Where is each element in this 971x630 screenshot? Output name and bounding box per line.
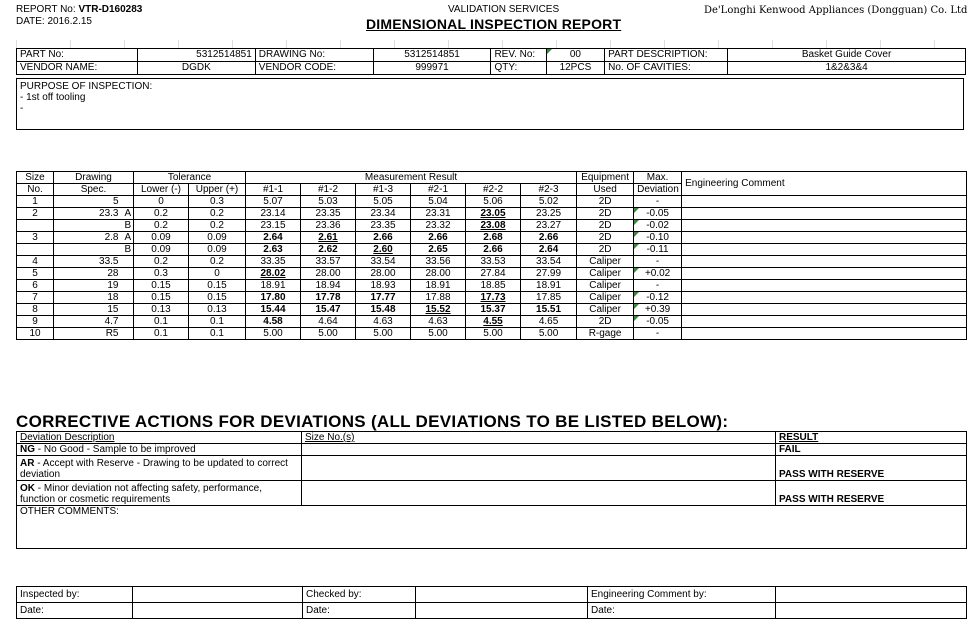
measurement-value: 18.91 [411,280,466,292]
measurement-value: 5.02 [521,196,577,208]
corrective-actions-heading: CORRECTIVE ACTIONS FOR DEVIATIONS (ALL DEVIATIONS TO BE LISTED BELOW): [16,412,729,431]
measurement-value: 33.57 [301,256,356,268]
engineering-comment [682,292,967,304]
measurement-value: 17.80 [246,292,301,304]
part-description-label: PART DESCRIPTION: [605,49,728,62]
report-number: REPORT No: VTR-D160283 [16,4,143,15]
engineering-comment-by-value[interactable] [776,587,967,603]
header-engineering-comment: Engineering Comment [682,172,967,196]
checked-date-value[interactable] [416,603,588,619]
equipment-used: 2D [577,220,634,232]
measurement-value: 2.66 [521,232,577,244]
cavities-label: No. OF CAVITIES: [605,62,728,75]
measurement-value: 23.35 [301,208,356,220]
part-no: 5312514851 [137,49,255,62]
measurement-value: 4.63 [356,316,411,328]
spec-cavity: A [122,208,134,220]
drawing-spec [54,244,122,256]
measurement-value: 5.00 [301,328,356,340]
inspected-date-label: Date: [17,603,133,619]
inspected-by-label: Inspected by: [17,587,133,603]
spec-cavity [122,304,134,316]
max-deviation: - [634,328,682,340]
size-no: 1 [17,196,54,208]
ar-result: PASS WITH RESERVE [776,456,967,481]
tolerance-lower: 0.3 [134,268,189,280]
measurement-value: 18.93 [356,280,411,292]
measurement-value: 23.08 [466,220,521,232]
checked-by-value[interactable] [416,587,588,603]
part-info-table [16,48,966,75]
purpose-label: PURPOSE OF INSPECTION: [20,81,153,92]
measurement-value: 15.51 [521,304,577,316]
engineering-comment [682,196,967,208]
measurement-value: 2.62 [301,244,356,256]
max-deviation: +0.39 [634,304,682,316]
qty-label: QTY: [491,62,546,75]
measurement-value: 23.05 [466,208,521,220]
ng-result: FAIL [776,444,967,456]
ar-description: AR - Accept with Reserve - Drawing to be updated to correct deviation [17,456,302,481]
rev-no: 00 [546,49,604,62]
header-size: Size [17,172,54,184]
header-deviation: Deviation [634,184,682,196]
measurement-value: 2.60 [356,244,411,256]
inspected-by-value[interactable] [133,587,303,603]
header-equipment: Equipment [577,172,634,184]
engineering-comment [682,232,967,244]
spec-cavity [122,292,134,304]
qty: 12PCS [546,62,604,75]
max-deviation: - [634,256,682,268]
service-name: VALIDATION SERVICES [448,4,560,15]
measurement-value: 23.34 [356,208,411,220]
measurement-value: 18.85 [466,280,521,292]
report-date: DATE: 2016.2.15 [16,16,92,27]
size-no: 9 [17,316,54,328]
engineering-comment [682,328,967,340]
table-row [17,328,967,340]
max-deviation: -0.10 [634,232,682,244]
engineering-comment [682,268,967,280]
measurement-value: 18.94 [301,280,356,292]
size-no: 10 [17,328,54,340]
tolerance-lower: 0.15 [134,280,189,292]
table-row [17,196,967,208]
max-deviation: -0.05 [634,208,682,220]
spec-cavity [122,268,134,280]
engineering-comment [682,220,967,232]
size-no: 3 [17,232,54,244]
measurement-value: 2.64 [521,244,577,256]
measurement-value: 2.66 [466,244,521,256]
equipment-used: R-gage [577,328,634,340]
header-col-1-1: #1-1 [246,184,301,196]
measurement-value: 2.66 [356,232,411,244]
measurement-value: 28.00 [356,268,411,280]
table-row [17,256,967,268]
header-col-1-2: #1-2 [301,184,356,196]
measurement-value: 33.35 [246,256,301,268]
drawing-spec: 23.3 [54,208,122,220]
max-deviation: - [634,196,682,208]
tolerance-upper: 0.13 [189,304,246,316]
tolerance-lower: 0.15 [134,292,189,304]
header-upper: Upper (+) [189,184,246,196]
max-deviation: -0.12 [634,292,682,304]
tolerance-lower: 0.13 [134,304,189,316]
vendor-name: DGDK [137,62,255,75]
spec-cavity [122,328,134,340]
equipment-used: Caliper [577,256,634,268]
inspected-date-value[interactable] [133,603,303,619]
header-drawing: Drawing [54,172,134,184]
measurement-value: 5.00 [411,328,466,340]
spec-cavity [122,196,134,208]
measurement-value: 28.00 [411,268,466,280]
measurement-value: 4.65 [521,316,577,328]
equipment-used: 2D [577,232,634,244]
size-no: 7 [17,292,54,304]
ok-size-numbers [302,481,776,506]
spec-cavity: A [122,232,134,244]
measurement-value: 15.37 [466,304,521,316]
equipment-used: 2D [577,208,634,220]
drawing-no-label: DRAWING No: [255,49,373,62]
other-comments: OTHER COMMENTS: [17,506,967,549]
tolerance-upper: 0 [189,268,246,280]
tolerance-upper: 0.09 [189,244,246,256]
measurement-value: 2.61 [301,232,356,244]
measurement-value: 15.44 [246,304,301,316]
drawing-no: 5312514851 [373,49,491,62]
drawing-spec: 15 [54,304,122,316]
tolerance-lower: 0.09 [134,244,189,256]
header-tolerance: Tolerance [134,172,246,184]
size-no: 4 [17,256,54,268]
drawing-spec: R5 [54,328,122,340]
measurement-value: 5.06 [466,196,521,208]
equipment-used: Caliper [577,268,634,280]
rev-no-label: REV. No: [491,49,546,62]
measurement-value: 5.05 [356,196,411,208]
header-size-no: No. [17,184,54,196]
max-deviation: +0.02 [634,268,682,280]
tolerance-upper: 0.2 [189,208,246,220]
measurement-value: 2.63 [246,244,301,256]
ok-result: PASS WITH RESERVE [776,481,967,506]
max-deviation: -0.02 [634,220,682,232]
size-no: 2 [17,208,54,220]
company-name: De'Longhi Kenwood Appliances (Dongguan) Co. Ltd [704,5,968,16]
engineering-comment [682,208,967,220]
header-used: Used [577,184,634,196]
part-description: Basket Guide Cover [728,49,966,62]
drawing-spec: 4.7 [54,316,122,328]
measurement-value: 23.35 [356,220,411,232]
report-title: DIMENSIONAL INSPECTION REPORT [366,16,622,32]
spec-cavity [122,280,134,292]
tolerance-upper: 0.1 [189,328,246,340]
measurement-value: 2.64 [246,232,301,244]
measurement-value: 15.47 [301,304,356,316]
drawing-spec: 5 [54,196,122,208]
header-col-1-3: #1-3 [356,184,411,196]
drawing-spec: 18 [54,292,122,304]
size-numbers-label: Size No.(s) [302,432,776,444]
engineering-comment [682,244,967,256]
measurement-value: 17.78 [301,292,356,304]
tolerance-lower: 0.2 [134,220,189,232]
checked-date-label: Date: [303,603,416,619]
measurement-value: 17.73 [466,292,521,304]
size-no [17,220,54,232]
measurement-value: 2.68 [466,232,521,244]
table-row [17,280,967,292]
measurement-value: 23.15 [246,220,301,232]
header-col-2-1: #2-1 [411,184,466,196]
measurement-value: 33.54 [356,256,411,268]
spec-cavity [122,256,134,268]
tolerance-lower: 0 [134,196,189,208]
measurement-value: 15.48 [356,304,411,316]
tolerance-upper: 0.2 [189,220,246,232]
tolerance-lower: 0.09 [134,232,189,244]
equipment-used: 2D [577,316,634,328]
table-row [17,268,967,280]
measurement-value: 27.84 [466,268,521,280]
signoff-table [16,586,967,619]
drawing-spec: 33.5 [54,256,122,268]
purpose-of-inspection [16,78,964,130]
measurement-value: 23.31 [411,208,466,220]
measurement-value: 33.56 [411,256,466,268]
engineering-comment [682,304,967,316]
engineering-comment [682,280,967,292]
table-row [17,220,967,232]
equipment-used: 2D [577,196,634,208]
engineering-comment [682,256,967,268]
sheet-gridlines [16,40,966,48]
tolerance-upper: 0.3 [189,196,246,208]
measurement-value: 5.03 [301,196,356,208]
table-row [17,316,967,328]
max-deviation: -0.11 [634,244,682,256]
deviation-description-label: Deviation Description [17,432,302,444]
measurement-value: 33.54 [521,256,577,268]
measurement-value: 23.36 [301,220,356,232]
table-row [17,232,967,244]
measurement-value: 17.85 [521,292,577,304]
measurement-value: 15.52 [411,304,466,316]
tolerance-lower: 0.2 [134,208,189,220]
measurement-value: 5.00 [246,328,301,340]
measurement-value: 4.63 [411,316,466,328]
engineering-comment [682,316,967,328]
measurement-value: 17.77 [356,292,411,304]
drawing-spec: 2.8 [54,232,122,244]
measurement-value: 27.99 [521,268,577,280]
tolerance-upper: 0.15 [189,292,246,304]
size-no: 8 [17,304,54,316]
vendor-code-label: VENDOR CODE: [255,62,373,75]
max-deviation: - [634,280,682,292]
measurement-value: 5.00 [356,328,411,340]
measurement-value: 5.00 [521,328,577,340]
measurement-value: 23.14 [246,208,301,220]
cavities: 1&2&3&4 [728,62,966,75]
table-row [17,304,967,316]
measurement-value: 28.00 [301,268,356,280]
header-lower: Lower (-) [134,184,189,196]
header-measurement: Measurement Result [246,172,577,184]
measurement-value: 18.91 [246,280,301,292]
table-row [17,208,967,220]
equipment-used: Caliper [577,280,634,292]
size-no [17,244,54,256]
tolerance-upper: 0.09 [189,232,246,244]
spec-cavity: B [122,220,134,232]
measurement-value: 33.53 [466,256,521,268]
tolerance-upper: 0.2 [189,256,246,268]
equipment-used: 2D [577,244,634,256]
max-deviation: -0.05 [634,316,682,328]
spec-cavity: B [122,244,134,256]
ng-size-numbers [302,444,776,456]
measurement-value: 4.55 [466,316,521,328]
measurement-value: 17.88 [411,292,466,304]
header-spec: Spec. [54,184,134,196]
tolerance-upper: 0.1 [189,316,246,328]
measurement-value: 2.66 [411,232,466,244]
deviation-table [16,431,967,549]
part-no-label: PART No: [17,49,138,62]
vendor-code: 999971 [373,62,491,75]
measurement-value: 4.58 [246,316,301,328]
purpose-line-1: - 1st off tooling [20,92,86,103]
measurement-table [16,171,967,340]
measurement-value: 4.64 [301,316,356,328]
measurement-value: 5.04 [411,196,466,208]
measurement-value: 23.32 [411,220,466,232]
ok-description: OK - Minor deviation not affecting safety, performance, function or cosmetic requirements [17,481,302,506]
header-col-2-3: #2-3 [521,184,577,196]
header-col-2-2: #2-2 [466,184,521,196]
engineering-date-label: Date: [588,603,776,619]
tolerance-lower: 0.1 [134,328,189,340]
drawing-spec: 19 [54,280,122,292]
equipment-used: Caliper [577,304,634,316]
measurement-value: 28.02 [246,268,301,280]
measurement-value: 18.91 [521,280,577,292]
measurement-rows [17,196,967,340]
drawing-spec [54,220,122,232]
spec-cavity [122,316,134,328]
drawing-spec: 28 [54,268,122,280]
ar-size-numbers [302,456,776,481]
size-no: 6 [17,280,54,292]
measurement-value: 5.07 [246,196,301,208]
tolerance-upper: 0.15 [189,280,246,292]
vendor-name-label: VENDOR NAME: [17,62,138,75]
size-no: 5 [17,268,54,280]
checked-by-label: Checked by: [303,587,416,603]
ng-description: NG - No Good - Sample to be improved [17,444,302,456]
header-max: Max. [634,172,682,184]
table-row [17,292,967,304]
engineering-date-value[interactable] [776,603,967,619]
engineering-comment-by-label: Engineering Comment by: [588,587,776,603]
equipment-used: Caliper [577,292,634,304]
table-row [17,244,967,256]
measurement-value: 23.27 [521,220,577,232]
measurement-value: 5.00 [466,328,521,340]
result-label: RESULT [776,432,967,444]
tolerance-lower: 0.1 [134,316,189,328]
purpose-line-2: - [20,103,24,114]
measurement-value: 23.25 [521,208,577,220]
tolerance-lower: 0.2 [134,256,189,268]
measurement-value: 2.65 [411,244,466,256]
